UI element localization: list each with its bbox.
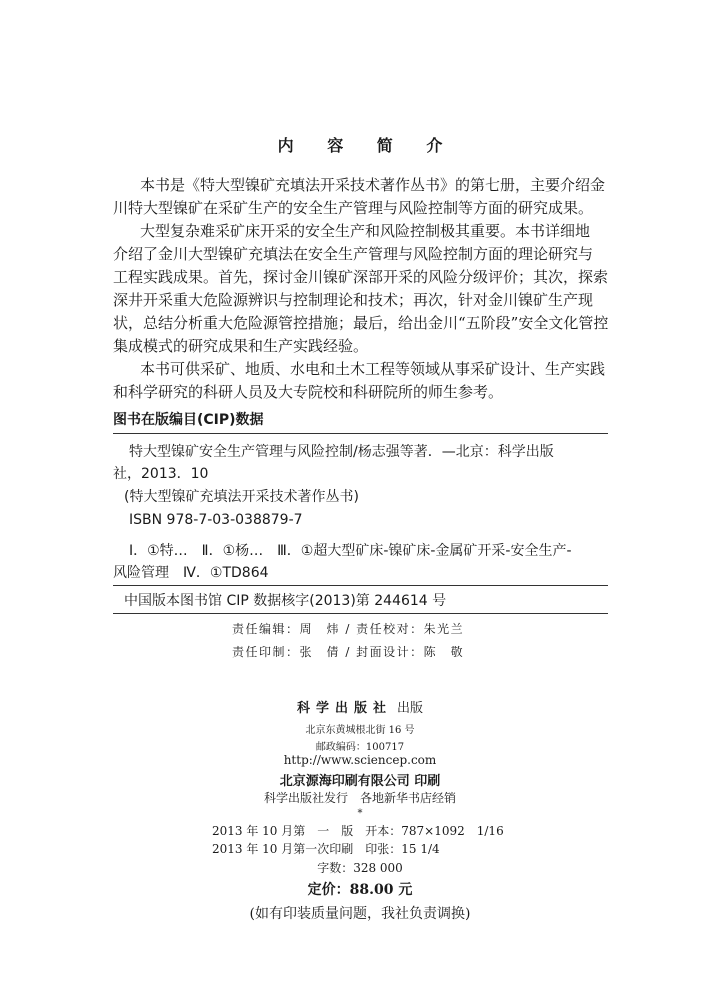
cip-line: 风险管理 Ⅳ．①TD864 xyxy=(113,565,269,581)
intro-line: 本书可供采矿、地质、水电和土木工程等领域从事采矿设计、生产实践 xyxy=(140,360,606,378)
publisher-url: http://www.sciencep.com xyxy=(283,753,437,767)
publisher-address: 北京东黄城根北街 16 号 xyxy=(305,725,415,736)
publisher-suffix: 出版 xyxy=(397,701,424,716)
separator-star: * xyxy=(357,808,363,819)
page-title: 内 容 简 介 xyxy=(277,136,457,155)
cip-line: 特大型镍矿安全生产管理与风险控制/杨志强等著．—北京：科学出版 xyxy=(129,444,554,460)
publisher-line xyxy=(0,697,720,716)
intro-line: 状，总结分析重大危险源管控措施；最后，给出金川“五阶段”安全文化管控 xyxy=(113,314,609,332)
printer-line: 北京源海印刷有限公司 印刷 xyxy=(279,774,441,789)
cip-isbn: ISBN 978-7-03-038879-7 xyxy=(129,512,303,528)
intro-line: 大型复杂难采矿床开采的安全生产和风险控制极其重要。本书详细地 xyxy=(140,222,591,240)
price: 定价：88.00 元 xyxy=(307,882,413,898)
cip-bottom-rule xyxy=(113,613,608,614)
edition-line: 2013 年 10 月第 一 版 开本：787×1092 1/16 xyxy=(212,824,504,838)
cip-series: (特大型镍矿充填法开采技术著作丛书) xyxy=(124,489,359,505)
intro-line: 集成模式的研究成果和生产实践经验。 xyxy=(113,337,369,355)
intro-line: 和科学研究的科研人员及大专院校和科研院所的师生参考。 xyxy=(113,383,504,401)
intro-line: 本书是《特大型镍矿充填法开采技术著作丛书》的第七册，主要介绍金 xyxy=(140,176,606,194)
intro-line: 川特大型镍矿在采矿生产的安全生产管理与风险控制等方面的研究成果。 xyxy=(113,199,594,217)
cip-mid-rule xyxy=(113,585,608,586)
staff-line: 责任印制：张 倩 / 封面设计：陈 敬 xyxy=(232,645,465,659)
staff-line: 责任编辑：周 炜 / 责任校对：朱光兰 xyxy=(232,622,465,636)
publisher-name: 科学出版社 xyxy=(296,701,392,716)
quality-notice: (如有印装质量问题，我社负责调换) xyxy=(249,906,471,922)
cip-line: 社，2013．10 xyxy=(113,466,209,482)
cip-heading: 图书在版编目(CIP)数据 xyxy=(113,412,264,428)
word-count: 字数：328 000 xyxy=(317,861,403,875)
intro-line: 介绍了金川大型镍矿充填法在安全生产管理与风险控制方面的理论研究与 xyxy=(113,245,594,263)
cip-top-rule xyxy=(113,433,608,434)
cip-record: 中国版本图书馆 CIP 数据核字(2013)第 244614 号 xyxy=(124,593,447,609)
intro-line: 深井开采重大危险源辨识与控制理论和技术；再次，针对金川镍矿生产现 xyxy=(113,291,594,309)
publisher-postcode: 邮政编码：100717 xyxy=(315,742,405,753)
distribution-line: 科学出版社发行 各地新华书店经销 xyxy=(263,791,456,805)
cip-line: Ⅰ．①特… Ⅱ．①杨… Ⅲ．①超大型矿床-镍矿床-金属矿开采-安全生产- xyxy=(129,543,572,559)
intro-line: 工程实践成果。首先，探讨金川镍矿深部开采的风险分级评价；其次，探索 xyxy=(113,268,609,286)
printing-line: 2013 年 10 月第一次印刷 印张：15 1/4 xyxy=(212,842,440,856)
